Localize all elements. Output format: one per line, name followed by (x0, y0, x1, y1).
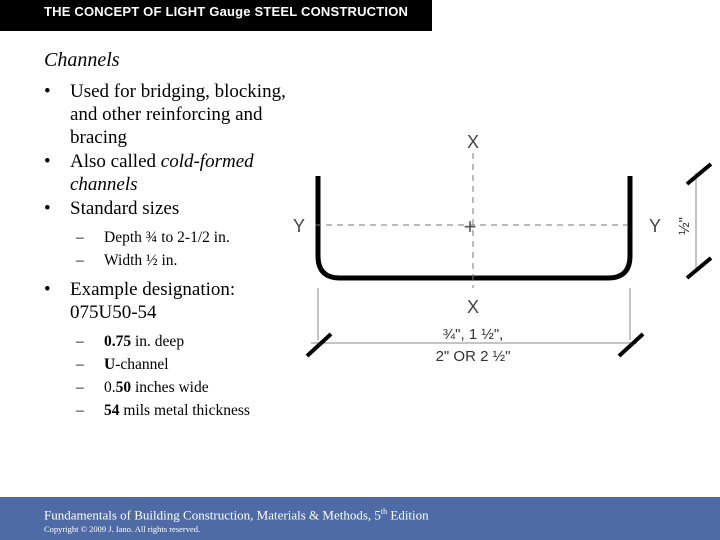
bullet-item (44, 197, 304, 220)
slide-title: Channels (44, 49, 120, 71)
centroid-mark: + (463, 214, 477, 239)
footer-bar (0, 497, 720, 540)
sub-item-text: in. deep (131, 333, 185, 350)
flange-dimension-label: ½" (676, 217, 693, 235)
dash: – (76, 379, 84, 396)
bullet-text: Also called (70, 151, 161, 172)
bullet-italic-text: cold-formed channels (70, 151, 254, 195)
sub-list (76, 330, 304, 422)
sub-item (76, 226, 304, 249)
sub-item (76, 353, 304, 376)
sub-item-bold: 54 (104, 402, 120, 419)
bullet-item (44, 150, 304, 196)
bullet-dot: • (44, 198, 51, 219)
sub-list (76, 226, 304, 272)
sub-item-text: 0. (104, 379, 116, 396)
sub-item (76, 330, 304, 353)
sub-item (76, 399, 304, 422)
header-title: THE CONCEPT OF LIGHT Gauge STEEL CONSTRUCTION (44, 4, 409, 19)
bullet-item (44, 80, 304, 149)
bullet-text: Used for bridging, blocking, and other reinforcing and bracing (70, 81, 286, 148)
dash: – (76, 402, 84, 419)
edition-superscript: th (380, 507, 388, 516)
bullet-text: Standard sizes (70, 198, 180, 219)
book-citation-suffix: Edition (387, 507, 429, 523)
sub-item (76, 376, 304, 399)
dash: – (76, 229, 84, 246)
copyright-text: Copyright © 2009 J. Iano. All rights reserved. (44, 524, 201, 534)
book-citation-text: Fundamentals of Building Construction, Materials & Methods, 5 (44, 507, 381, 523)
bullet-list (44, 80, 304, 428)
header-bar (0, 0, 432, 31)
bullet-dot: • (44, 81, 51, 102)
sub-item-bold: 50 (115, 379, 132, 396)
sub-item-bold: U (104, 356, 116, 373)
dash: – (76, 333, 84, 350)
channel-section-diagram (287, 128, 720, 368)
book-citation (44, 507, 429, 523)
dimension-tick (687, 258, 711, 278)
dimension-tick (307, 334, 331, 356)
sub-item-text: Depth ¾ to 2-1/2 in. (104, 229, 230, 246)
x-axis-top-label: X (466, 132, 480, 152)
bullet-item (44, 278, 304, 324)
web-dimension-label: ¾", 1 ½", (442, 326, 504, 343)
dimension-tick (619, 334, 643, 356)
sub-item-text: mils metal thickness (119, 402, 250, 419)
web-dimension-label-2: 2" OR 2 ½" (435, 348, 511, 365)
dimension-tick (687, 164, 711, 184)
sub-item (76, 249, 304, 272)
bullet-dot: • (44, 279, 51, 300)
y-axis-left-label: Y (292, 216, 306, 236)
dash: – (76, 356, 84, 373)
sub-item-text: Width ½ in. (104, 252, 178, 269)
x-axis-bottom-label: X (466, 297, 480, 317)
sub-item-text: inches wide (131, 379, 209, 396)
bullet-dot: • (44, 151, 51, 172)
sub-item-text: -channel (115, 356, 169, 373)
y-axis-right-label: Y (648, 216, 662, 236)
sub-item-bold: 0.75 (104, 333, 132, 350)
bullet-text: Example designation: 075U50-54 (70, 279, 236, 323)
dash: – (76, 252, 84, 269)
